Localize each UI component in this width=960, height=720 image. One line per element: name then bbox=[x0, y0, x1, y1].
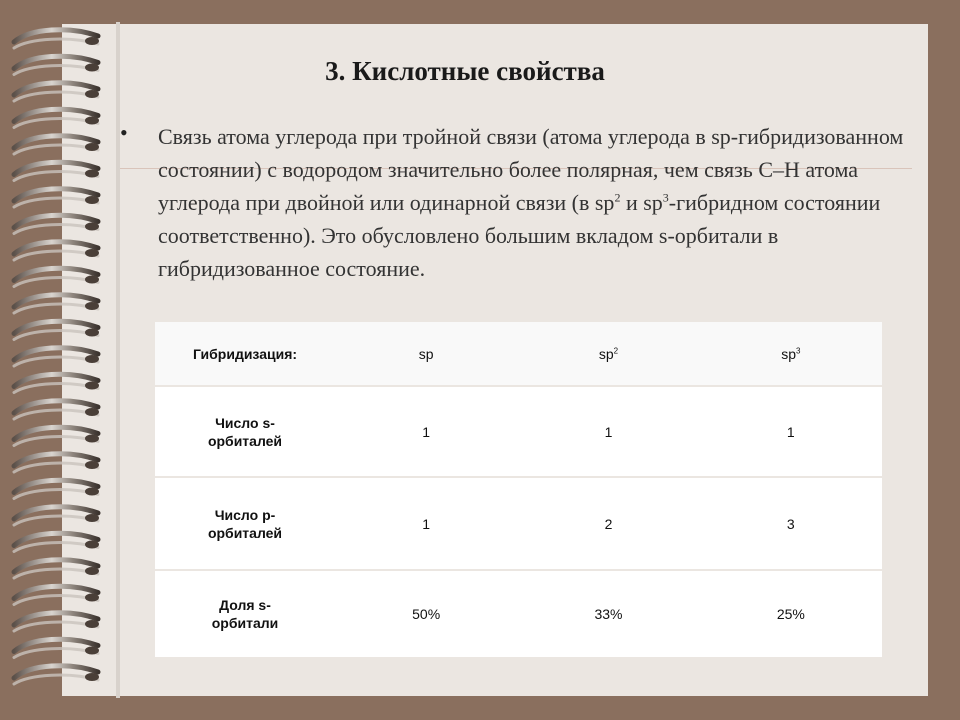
binding-hole bbox=[85, 620, 99, 628]
table-row bbox=[155, 570, 882, 657]
superscript-3: 3 bbox=[662, 190, 669, 205]
table-cell: 3 bbox=[700, 477, 882, 570]
table-cell: 1 bbox=[335, 477, 517, 570]
row-label: Число s-орбиталей bbox=[155, 386, 335, 477]
paragraph-text-2: и sp bbox=[620, 190, 663, 215]
binding-hole bbox=[85, 382, 99, 390]
header-cell: sp bbox=[335, 322, 517, 386]
paragraph-text-1: Связь атома углерода при тройной связи (атома углерода в sp-гибридизованном состоянии) с водородом значительно более полярная, чем связь С–Н атома углерода при двойной или одинарной связи (в sp bbox=[158, 124, 904, 215]
header-cell: $sp^2$ bbox=[517, 322, 699, 386]
binding-hole bbox=[85, 64, 99, 72]
table-cell: 50% bbox=[335, 570, 517, 657]
table-cell: 25% bbox=[700, 570, 882, 657]
binding-hole bbox=[85, 117, 99, 125]
superscript-2: 2 bbox=[614, 190, 621, 205]
binding-hole bbox=[85, 37, 99, 45]
binding-hole bbox=[85, 488, 99, 496]
header-label: Гибридизация: bbox=[155, 322, 335, 386]
paragraph-text-3: -гибридном состоянии соответственно). Это обусловлено большим вкладом s-орбитали в гибридизованное состояние. bbox=[158, 190, 881, 281]
binding-hole bbox=[85, 673, 99, 681]
bullet-icon: • bbox=[120, 120, 128, 145]
binding-hole bbox=[85, 567, 99, 575]
slide-title: 3. Кислотные свойства bbox=[325, 56, 605, 86]
binding-hole bbox=[85, 355, 99, 363]
row-label: Доля s-орбитали bbox=[155, 570, 335, 657]
body-paragraph bbox=[158, 120, 908, 285]
binding-hole bbox=[85, 647, 99, 655]
binding-hole bbox=[85, 143, 99, 151]
binding-hole bbox=[85, 276, 99, 284]
binding-hole bbox=[85, 461, 99, 469]
binding-hole bbox=[85, 223, 99, 231]
binding-hole bbox=[85, 302, 99, 310]
binding-hole bbox=[85, 541, 99, 549]
binding-hole bbox=[85, 329, 99, 337]
binding-hole bbox=[85, 514, 99, 522]
table-cell: 1 bbox=[700, 386, 882, 477]
table-cell: 1 bbox=[517, 386, 699, 477]
binding-hole bbox=[85, 170, 99, 178]
table-row bbox=[155, 386, 882, 477]
table-row bbox=[155, 477, 882, 570]
binding-hole bbox=[85, 435, 99, 443]
table-cell: 2 bbox=[517, 477, 699, 570]
spiral-binding bbox=[0, 26, 110, 696]
row-label: Число p-орбиталей bbox=[155, 477, 335, 570]
binding-hole bbox=[85, 196, 99, 204]
table-header-row bbox=[155, 322, 882, 386]
hybridization-table bbox=[155, 322, 882, 657]
table-cell: 1 bbox=[335, 386, 517, 477]
binding-hole bbox=[85, 408, 99, 416]
binding-hole bbox=[85, 90, 99, 98]
header-cell: $sp^3$ bbox=[700, 322, 882, 386]
binding-hole bbox=[85, 594, 99, 602]
table-cell: 33% bbox=[517, 570, 699, 657]
binding-hole bbox=[85, 249, 99, 257]
